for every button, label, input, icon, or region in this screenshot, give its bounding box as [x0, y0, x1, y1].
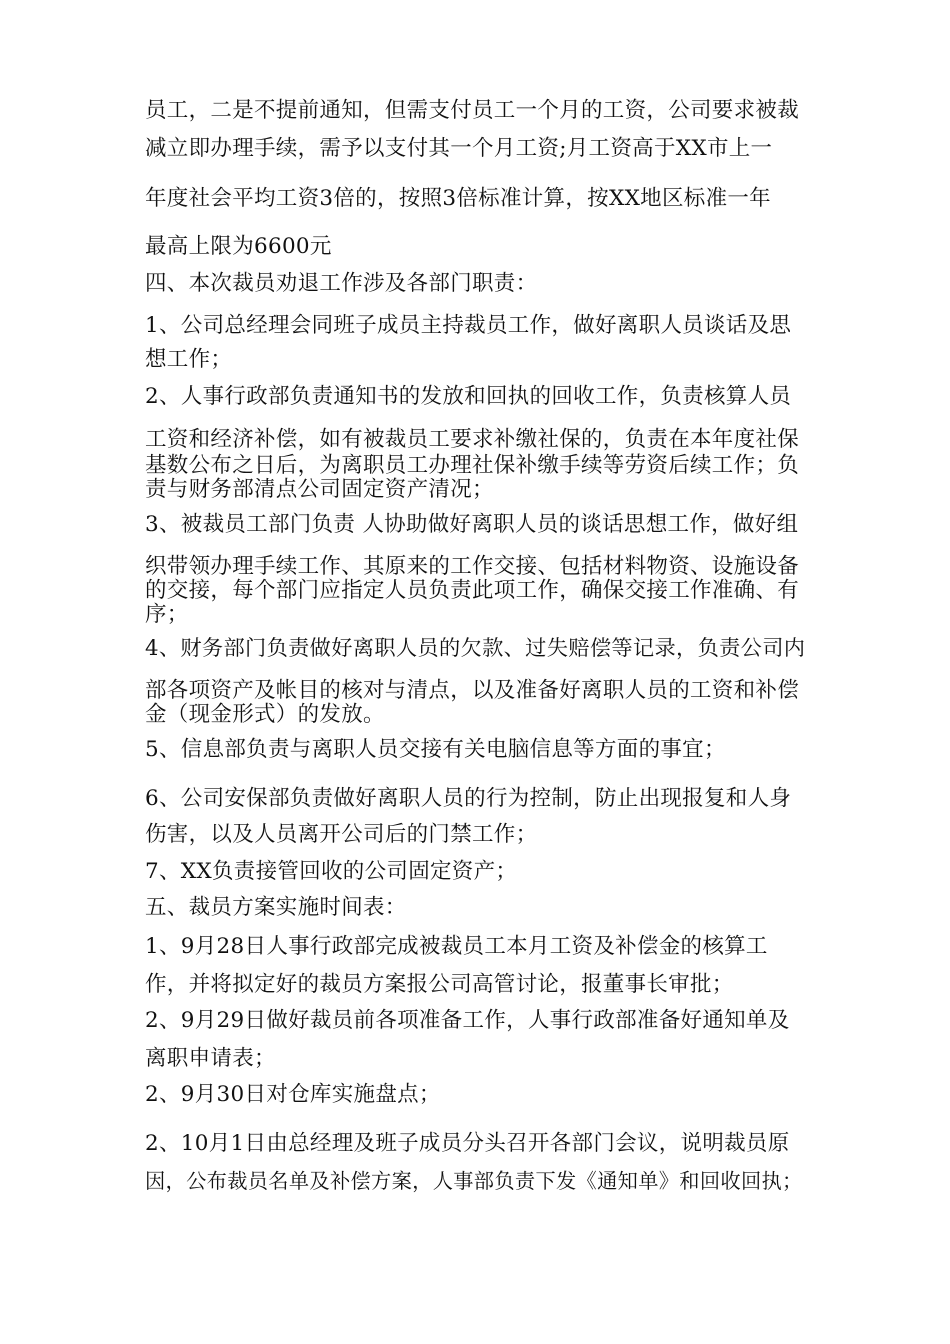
- text-line: 5、信息部负责与离职人员交接有关电脑信息等方面的事宜；: [145, 737, 726, 762]
- text-line: 7、XX负责接管回收的公司固定资产；: [145, 859, 518, 884]
- text-line: 伤害，以及人员离开公司后的门禁工作；: [145, 822, 538, 847]
- text-line: 1、公司总经理会同班子成员主持裁员工作，做好离职人员谈话及思: [145, 313, 792, 338]
- text-line: 序；: [145, 602, 189, 627]
- text-line: 作，并将拟定好的裁员方案报公司高管讨论，报董事长审批；: [145, 972, 734, 997]
- text-line: 6、公司安保部负责做好离职人员的行为控制，防止出现报复和人身: [145, 786, 792, 811]
- text-line: 2、10月1日由总经理及班子成员分头召开各部门会议，说明裁员原: [145, 1131, 790, 1156]
- text-line: 工资和经济补偿，如有被裁员工要求补缴社保的，负责在本年度社保: [145, 427, 800, 452]
- text-line: 的交接，每个部门应指定人员负责此项工作，确保交接工作准确、有: [145, 578, 800, 603]
- text-line: 4、财务部门负责做好离职人员的欠款、过失赔偿等记录，负责公司内: [145, 636, 806, 661]
- text-line: 金（现金形式）的发放。: [145, 702, 385, 727]
- section-heading: 五、裁员方案实施时间表：: [145, 895, 407, 920]
- text-line: 1、9月28日人事行政部完成被裁员工本月工资及补偿金的核算工: [145, 934, 768, 959]
- text-line: 离职申请表；: [145, 1046, 276, 1071]
- text-line: 部各项资产及帐目的核对与清点，以及准备好离职人员的工资和补偿: [145, 678, 800, 703]
- section-heading: 四、本次裁员劝退工作涉及各部门职责：: [145, 271, 538, 296]
- text-line: 员工，二是不提前通知，但需支付员工一个月的工资，公司要求被裁: [145, 98, 800, 123]
- text-line: 想工作；: [145, 347, 233, 372]
- text-line: 减立即办理手续，需予以支付其一个月工资;月工资高于XX市上一: [145, 136, 773, 161]
- text-line: 2、9月30日对仓库实施盘点；: [145, 1082, 441, 1107]
- text-line: 2、9月29日做好裁员前各项准备工作，人事行政部准备好通知单及: [145, 1008, 790, 1033]
- text-line: 因，公布裁员名单及补偿方案，人事部负责下发《通知单》和回收回执；: [145, 1169, 803, 1193]
- text-line: 基数公布之日后，为离职员工办理社保补缴手续等劳资后续工作；负: [145, 453, 800, 478]
- text-line: 织带领办理手续工作、其原来的工作交接、包括材料物资、设施设备: [145, 554, 800, 579]
- text-line: 3、被裁员工部门负责 人协助做好离职人员的谈话思想工作，做好组: [145, 512, 799, 537]
- text-line: 最高上限为6600元: [145, 234, 332, 259]
- text-line: 2、人事行政部负责通知书的发放和回执的回收工作，负责核算人员: [145, 384, 792, 409]
- text-line: 年度社会平均工资3倍的，按照3倍标准计算，按XX地区标准一年: [145, 186, 771, 211]
- text-line: 责与财务部清点公司固定资产清况；: [145, 477, 494, 502]
